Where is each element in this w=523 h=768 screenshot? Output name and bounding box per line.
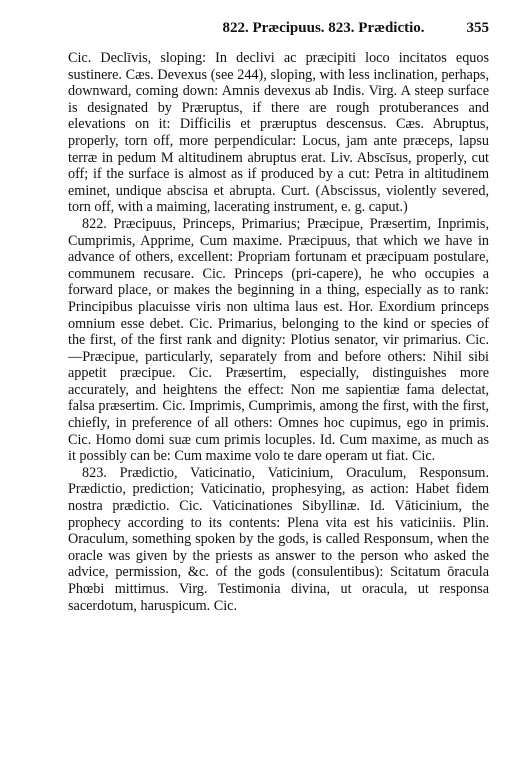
page-number: 355: [466, 20, 489, 36]
running-title: 822. Præcipuus. 823. Prædictio.: [222, 20, 425, 36]
body-text: [68, 50, 489, 614]
paragraph-declivis: Cic. Declīvis, sloping: In declivi ac præcipiti loco incitatos equos sustinere. Cæs. Devexus (see 244), sloping, with less inclination, perhaps, downward, coming down: Amnis devexus ab Indis. Virg. A steep surface is designated by Præruptus, if there are rough protuberances and elevations on it: Difficilis et præruptus descensus. Cæs. Abruptus, properly, torn off, more perpendicular: Locus, jam ante præceps, lapsu terræ in pedum M altitudinem abruptus erat. Liv. Abscīsus, properly, cut off; if the surface is almost as if produced by a cut: Petra in altitudinem eminet, undique abscisa et abrupta. Curt. (Abscissus, violently severed, torn off, with a maiming, lacerating instrument, e. g. caput.): [68, 50, 489, 216]
paragraph-822: 822. Præcipuus, Princeps, Primarius; Præcipue, Præsertim, Inprimis, Cumprimis, Apprime, Cum maxime. Præcipuus, that which we have in advance of others, excellent: Propriam fortunam et præcipuam postulare, communem recusare. Cic. Princeps (pri-capere), he who occupies a forward place, or makes the beginning in a thing, especially as to rank: Principibus placuisse viris non ultima laus est. Hor. Exordium princeps omnium esse debet. Cic. Primarius, belonging to the kind or species of the first, of the first rank and dignity: Plotius senator, vir primarius. Cic.—Præcipue, particularly, separately from and before others: Nihil sibi appetit præcipue. Cic. Præsertim, especially, distinguishes more accurately, and heightens the effect: Non me sapientiæ fama delectat, falsa præsertim. Cic. Imprimis, Cumprimis, among the first, with the first, chiefly, in preference of all others: Omnes hoc cupimus, ego in primis. Cic. Homo domi suæ cum primis locuples. Id. Cum maxime, as much as it possibly can be: Cum maxime volo te dare operam ut fiat. Cic.: [68, 215, 489, 465]
running-head: [68, 20, 489, 42]
paragraph-823: 823. Prædictio, Vaticinatio, Vaticinium, Oraculum, Responsum. Prædictio, prediction; Vaticinatio, prophesying, as action: Habet fidem nostra prædictio. Cic. Vaticinationes Sibyllinæ. Id. Vāticinium, the prophecy according to its contents: Plena vita est his vaticiniis. Plin. Oraculum, something spoken by the gods, is called Responsum, when the oracle was given by the priests as answer to the person who asked the advice, permission, &c. of the gods (consulentibus): Scitatum ōracula Phœbi mittimus. Virg. Testimonia divina, ut oracula, ut responsa sacerdotum, haruspicum. Cic.: [68, 464, 489, 614]
